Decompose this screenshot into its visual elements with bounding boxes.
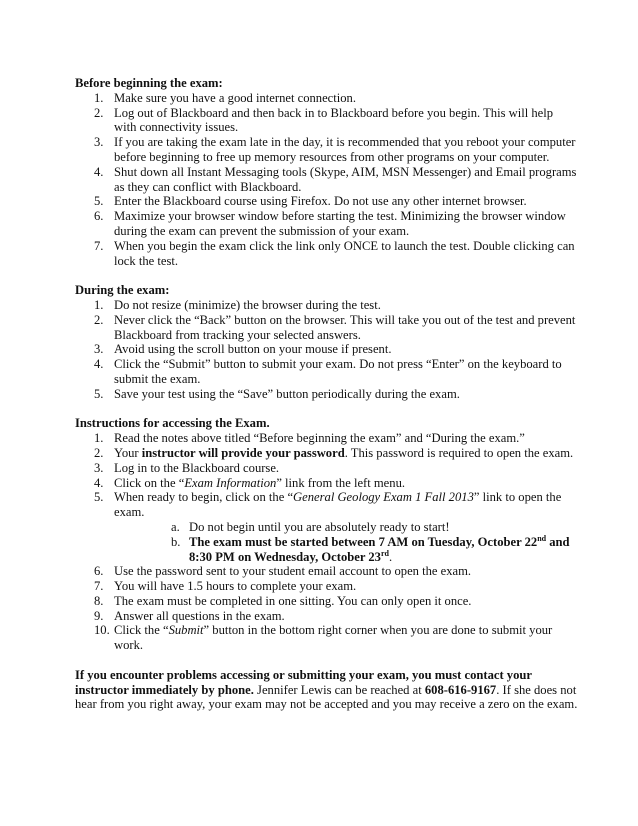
item-text: Log out of Blackboard and then back in to Blackboard before you begin. This will help with connectivity issues. (114, 105, 554, 135)
item-number: 6. (94, 209, 104, 224)
during-section (75, 283, 578, 401)
item-text: Enter the Blackboard course using Firefox. Do not use any other internet browser. (114, 194, 527, 209)
item-text: Click the “Submit” button to submit your exam. Do not press “Enter” on the keyboard to submit the exam. (114, 357, 562, 386)
item-number: 1. (94, 431, 104, 446)
item-number: 8. (94, 593, 104, 608)
list-item (75, 106, 578, 136)
item-number: 1. (94, 90, 104, 105)
item-number: 3. (94, 342, 104, 357)
exam-window-end: and 8:30 PM on Wednesday, October 23 (189, 534, 570, 564)
list-item (75, 609, 578, 624)
item-text-pre: Your (114, 445, 142, 460)
ordinal-suffix: nd (537, 533, 547, 543)
item-text: Avoid using the scroll button on your mouse if present. (114, 342, 392, 357)
sub-item-text: Do not begin until you are absolutely ready to start! (189, 519, 450, 534)
list-item (75, 342, 578, 357)
item-text: Log in to the Blackboard course. (114, 460, 280, 475)
before-list (75, 91, 578, 269)
list-item (75, 135, 578, 165)
item-number: 10. (94, 623, 110, 638)
list-item (75, 91, 578, 106)
item-text: Never click the “Back” button on the browser. This will take you out of the test and prevent Blackboard from tracking your selected answers. (114, 312, 576, 342)
item-number: 2. (94, 312, 104, 327)
submit-button-name: Submit (168, 623, 204, 638)
list-item (75, 594, 578, 609)
item-number: 3. (94, 460, 104, 475)
item-number: 2. (94, 445, 104, 460)
item-text: Save your test using the “Save” button periodically during the exam. (114, 386, 460, 401)
instructions-heading: Instructions for accessing the Exam. (75, 416, 270, 431)
list-item (75, 194, 578, 209)
item-text: Answer all questions in the exam. (114, 608, 285, 623)
item-text-pre: When ready to begin, click on the “ (114, 490, 294, 505)
list-item (75, 165, 578, 195)
item-number: 1. (94, 297, 104, 312)
phone-number: 608-616-9167 (424, 682, 497, 697)
item-text-post: . This password is required to open the exam. (344, 445, 574, 460)
before-heading: Before beginning the exam: (75, 76, 223, 90)
item-text-post: ” link from the left menu. (276, 475, 406, 490)
exam-window-text (189, 535, 570, 564)
during-list (75, 298, 578, 402)
contact-text: Jennifer Lewis can be reached at (253, 682, 425, 697)
item-number: 4. (94, 357, 104, 372)
item-text: Make sure you have a good internet connection. (114, 90, 356, 105)
item-text: Do not resize (minimize) the browser during the test. (114, 297, 381, 312)
list-item (75, 239, 578, 269)
item-number: 5. (94, 194, 104, 209)
during-heading: During the exam: (75, 283, 170, 298)
sub-list (114, 520, 578, 564)
item-text: Shut down all Instant Messaging tools (Skype, AIM, MSN Messenger) and Email programs as they can conflict with Blackboard. (114, 164, 577, 194)
instructions-list (75, 431, 578, 653)
list-item (75, 490, 578, 564)
exam-information-link-name: Exam Information (184, 475, 277, 490)
item-text: When you begin the exam click the link only ONCE to launch the test. Double clicking can lock the test. (114, 238, 575, 268)
item-number: 9. (94, 608, 104, 623)
item-text: The exam must be completed in one sitting. You can only open it once. (114, 593, 472, 608)
item-number: 7. (94, 238, 104, 253)
item-text: You will have 1.5 hours to complete your exam. (114, 579, 357, 594)
item-text: If you are taking the exam late in the day, it is recommended that you reboot your computer before beginning to free up memory resources from other programs on your computer. (114, 135, 576, 164)
item-text-pre: Click the “ (114, 623, 169, 638)
sub-list-item (114, 535, 578, 565)
sub-item-text-post: . (388, 549, 393, 564)
list-item (75, 579, 578, 594)
sub-item-letter: b. (171, 534, 181, 549)
item-number: 5. (94, 386, 104, 401)
instructions-section (75, 416, 578, 653)
item-text-pre: Click on the “ (114, 475, 185, 490)
item-number: 4. (94, 475, 104, 490)
item-text-post: ” button in the bottom right corner when you are done to submit your work. (114, 623, 553, 653)
list-item (75, 446, 578, 461)
item-text: Maximize your browser window before starting the test. Minimizing the browser window during the exam can prevent the submission of your exam. (114, 209, 566, 238)
before-section (75, 76, 578, 268)
contact-paragraph (75, 668, 578, 712)
list-item (75, 461, 578, 476)
ordinal-suffix: rd (380, 548, 389, 558)
exam-window-start: The exam must be started between 7 AM on Tuesday, October 22 (189, 534, 538, 549)
list-item (75, 209, 578, 239)
list-item (75, 357, 578, 387)
password-emphasis: instructor will provide your password (141, 445, 345, 460)
item-text-post: ” link to open the exam. (114, 490, 562, 520)
list-item (75, 387, 578, 402)
sub-item-letter: a. (171, 519, 180, 534)
list-item (75, 623, 578, 653)
item-text: Read the notes above titled “Before beginning the exam” and “During the exam.” (114, 431, 525, 446)
item-number: 3. (94, 135, 104, 150)
sub-list-item (114, 520, 578, 535)
item-number: 7. (94, 579, 104, 594)
list-item (75, 431, 578, 446)
list-item (75, 564, 578, 579)
item-number: 2. (94, 105, 104, 120)
contact-text-post: . If she does not hear from you right away, your exam may not be accepted and you may receive a zero on the exam. (75, 682, 578, 712)
contact-warning: If you encounter problems accessing or submitting your exam, you must contact your instructor immediately by phone. (75, 667, 532, 697)
exam-link-name: General Geology Exam 1 Fall 2013 (293, 490, 474, 505)
item-number: 4. (94, 164, 104, 179)
item-text: Use the password sent to your student email account to open the exam. (114, 564, 472, 579)
item-number: 5. (94, 490, 104, 505)
item-number: 6. (94, 564, 104, 579)
list-item (75, 476, 578, 491)
list-item (75, 298, 578, 313)
list-item (75, 313, 578, 343)
